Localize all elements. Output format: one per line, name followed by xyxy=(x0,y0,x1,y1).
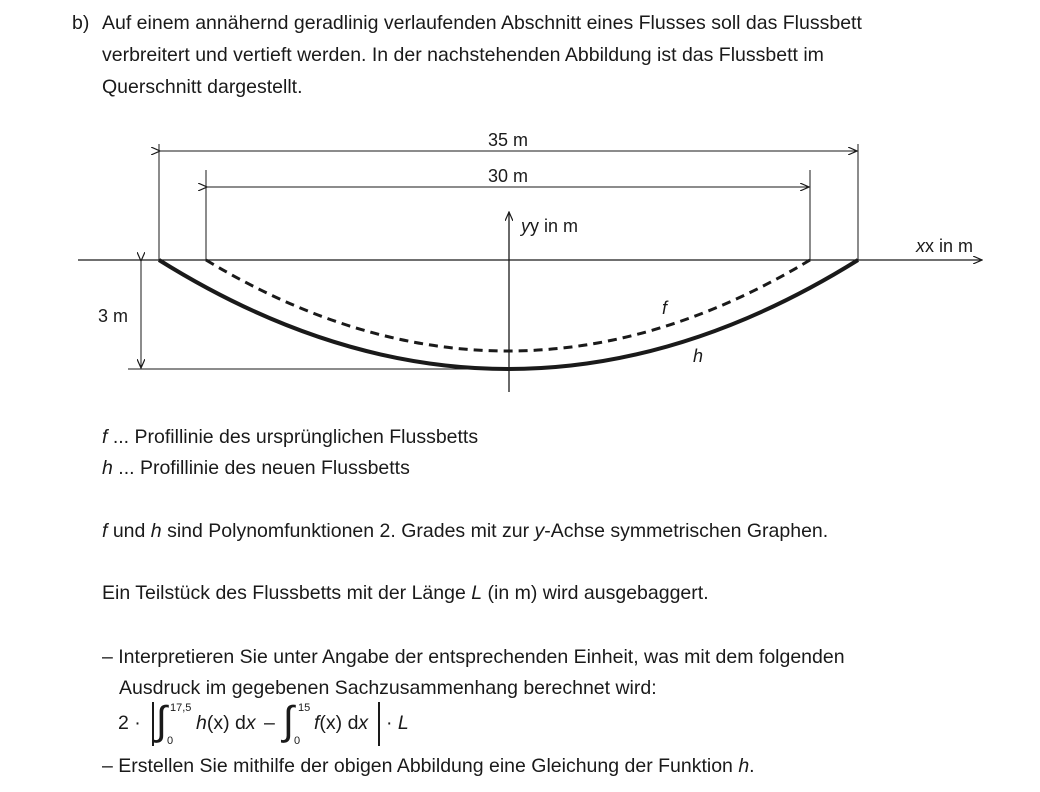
formula-tail xyxy=(386,712,409,735)
y-axis-label: yy in m xyxy=(521,216,579,236)
part-label: b) xyxy=(72,12,90,34)
func-h: h xyxy=(196,712,207,734)
lower-limit-2: 0 xyxy=(294,735,301,747)
integral-sign-2: ∫ xyxy=(283,699,294,743)
symbol-h: h xyxy=(150,520,162,542)
symbol-L: L xyxy=(397,712,409,734)
lower-limit-1: 0 xyxy=(167,735,174,747)
width-30m-label: 30 m xyxy=(487,166,529,186)
symbol-h: h xyxy=(738,755,750,777)
intro-line-3: Querschnitt dargestellt. xyxy=(102,76,303,98)
symbol-f: f xyxy=(102,520,108,542)
symbol-L: L xyxy=(471,582,483,604)
upper-limit-2: 15 xyxy=(298,702,311,714)
legend-item-f xyxy=(102,426,478,449)
curve-f-label: f xyxy=(662,298,668,318)
task-1-line-2: Ausdruck im gegebenen Sachzusammenhang berechnet wird: xyxy=(119,677,657,699)
paragraph-excavation xyxy=(102,582,709,605)
integral-sign-1: ∫ xyxy=(156,699,167,743)
var-x: x xyxy=(358,712,369,734)
legend-item-h xyxy=(102,457,410,480)
curve-f xyxy=(206,260,810,351)
text: – Erstellen Sie mithilfe der obigen Abbildung eine Gleichung der Funktion xyxy=(102,755,739,777)
func-f: f xyxy=(314,712,320,734)
text: (x) d xyxy=(206,712,246,734)
formula-factor: 2 · xyxy=(118,712,141,734)
intro-line-1: Auf einem annähernd geradlinig verlaufenden Abschnitt eines Flusses soll das Flussbett xyxy=(102,12,862,34)
minus-sign: – xyxy=(264,712,275,734)
symbol-y: y xyxy=(534,520,545,542)
upper-limit-1: 17,5 xyxy=(170,702,192,714)
text: -Achse symmetrischen Graphen. xyxy=(544,520,829,542)
text: Ein Teilstück des Flussbetts mit der Länge xyxy=(102,582,472,604)
depth-3m-label: 3 m xyxy=(98,306,129,326)
abs-bar-right xyxy=(378,702,380,746)
integrand-1 xyxy=(196,712,256,735)
text: · xyxy=(386,712,398,734)
legend-text-f: ... Profillinie des ursprünglichen Flussbetts xyxy=(107,426,479,448)
abs-bar-left xyxy=(152,702,154,746)
intro-line-2: verbreitert und vertieft werden. In der nachstehenden Abbildung ist das Flussbett im xyxy=(102,44,824,66)
task-2 xyxy=(102,755,755,778)
integral-expression xyxy=(118,700,438,748)
text: (x) d xyxy=(319,712,359,734)
legend-text-h: ... Profillinie des neuen Flussbetts xyxy=(112,457,410,479)
text: und xyxy=(107,520,151,542)
text: . xyxy=(749,755,755,777)
task-1-line-1: – Interpretieren Sie unter Angabe der entsprechenden Einheit, was mit dem folgenden xyxy=(102,646,845,668)
paragraph-polynomial xyxy=(102,520,828,543)
text: (in m) wird ausgebaggert. xyxy=(482,582,709,604)
x-axis-label: xx in m xyxy=(916,236,974,256)
integrand-2 xyxy=(314,712,368,735)
width-35m-label: 35 m xyxy=(487,130,529,150)
text: sind Polynomfunktionen 2. Grades mit zur xyxy=(161,520,535,542)
var-x: x xyxy=(245,712,256,734)
curve-h-label: h xyxy=(693,346,704,366)
legend-symbol-f: f xyxy=(102,426,108,448)
legend-symbol-h: h xyxy=(102,457,113,479)
